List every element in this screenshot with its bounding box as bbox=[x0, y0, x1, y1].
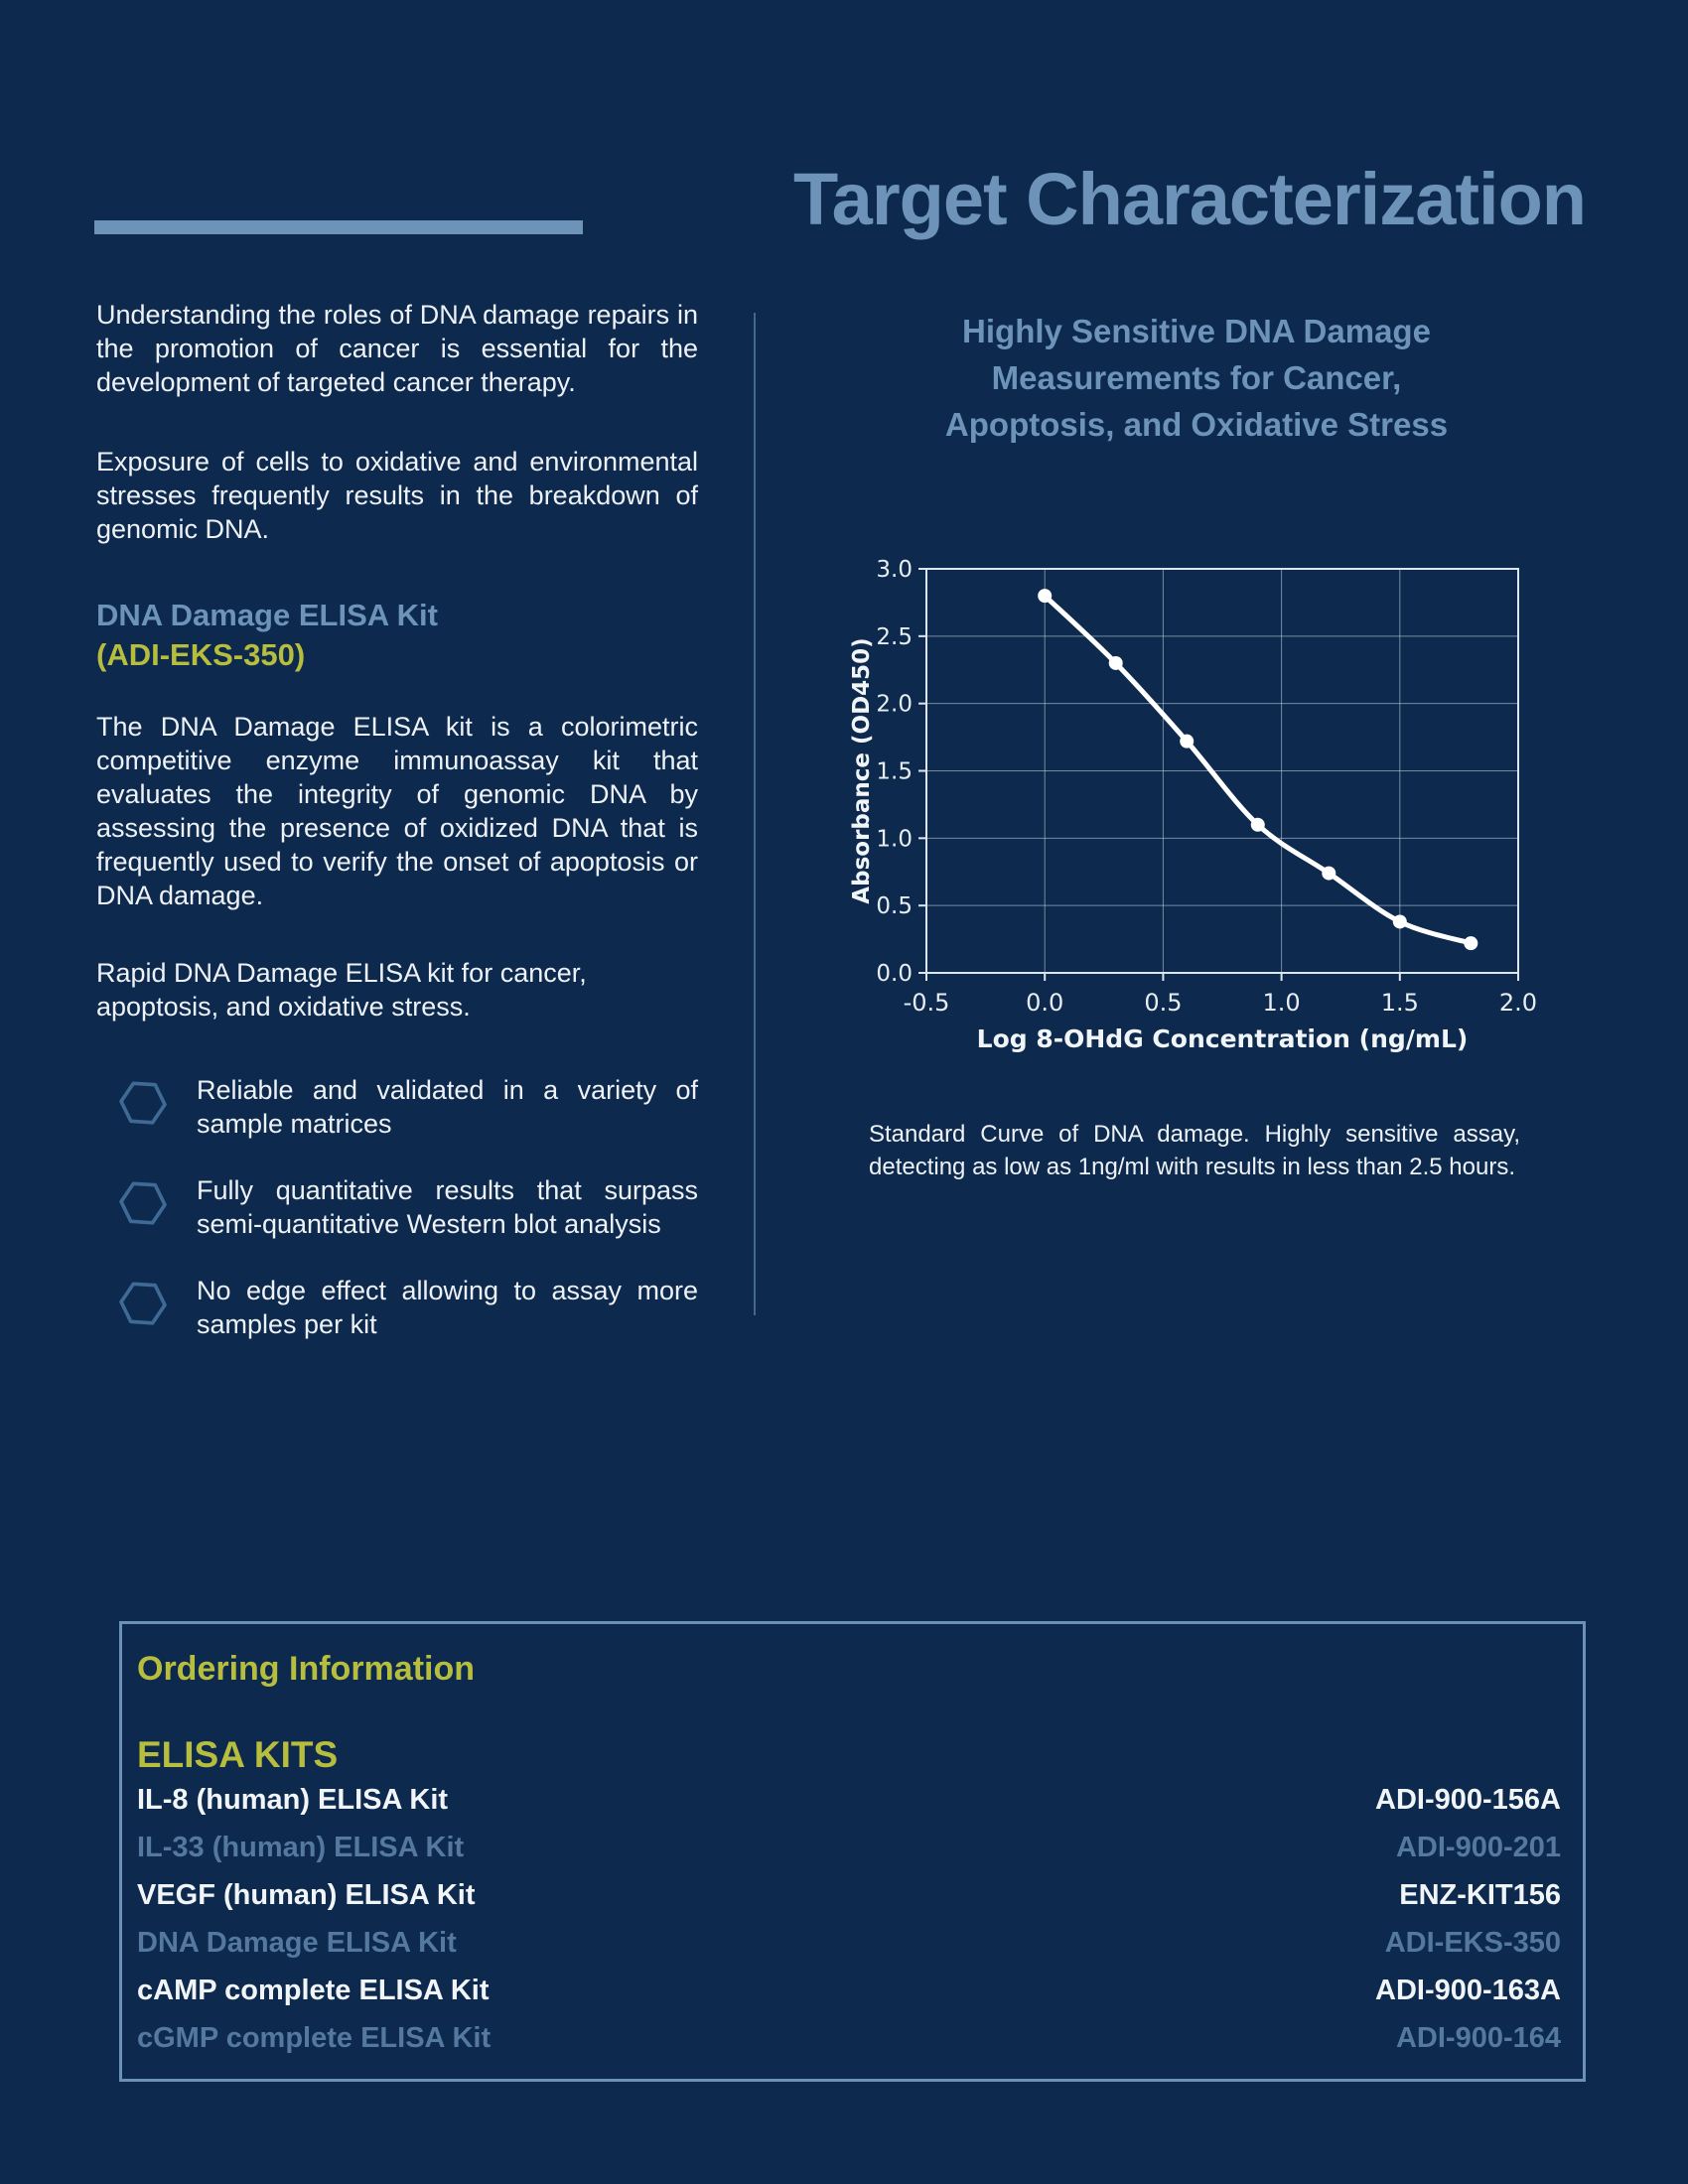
table-row bbox=[137, 2022, 1561, 2070]
rapid-kit-paragraph: Rapid DNA Damage ELISA kit for cancer, apoptosis, and oxidative stress. bbox=[96, 958, 587, 1022]
svg-text:0.5: 0.5 bbox=[876, 893, 913, 920]
heading-line: Apoptosis, and Oxidative Stress bbox=[944, 406, 1449, 443]
kit-name: DNA Damage ELISA Kit bbox=[137, 1927, 457, 1959]
kit-name: cGMP complete ELISA Kit bbox=[137, 2022, 492, 2054]
table-row bbox=[137, 1927, 1561, 1975]
list-item bbox=[96, 1073, 698, 1141]
intro-paragraph-2: Exposure of cells to oxidative and environmental stresses frequently results in the breakdown of genomic DNA. bbox=[96, 447, 698, 544]
page-title: Target Characterization bbox=[792, 158, 1586, 240]
heading-line: Measurements for Cancer, bbox=[991, 359, 1402, 396]
hexagon-bullet-icon bbox=[117, 1276, 169, 1331]
kit-name: cAMP complete ELISA Kit bbox=[137, 1975, 490, 2006]
svg-text:2.0: 2.0 bbox=[876, 691, 913, 718]
svg-text:1.0: 1.0 bbox=[876, 826, 913, 853]
svg-text:0.0: 0.0 bbox=[876, 961, 913, 987]
chart-caption: Standard Curve of DNA damage. Highly sensitive assay, detecting as low as 1ng/ml with results in less than 2.5 hours. bbox=[869, 1121, 1520, 1180]
right-column-heading bbox=[794, 308, 1599, 448]
catalog-number: ENZ-KIT156 bbox=[1399, 1879, 1561, 1911]
kit-name: IL-8 (human) ELISA Kit bbox=[137, 1784, 449, 1816]
left-column bbox=[96, 298, 698, 1374]
svg-text:Log 8-OHdG Concentration (ng/m: Log 8-OHdG Concentration (ng/mL) bbox=[976, 1024, 1469, 1053]
standard-curve-chart bbox=[849, 531, 1544, 1062]
intro-paragraph-1: Understanding the roles of DNA damage repairs in the promotion of cancer is essential for the development of targeted cancer therapy. bbox=[96, 300, 698, 397]
svg-text:0.5: 0.5 bbox=[1144, 989, 1183, 1017]
bullet-text: Reliable and validated in a variety of sample matrices bbox=[197, 1075, 698, 1139]
svg-text:Absorbance (OD450): Absorbance (OD450) bbox=[849, 637, 875, 904]
catalog-number: ADI-900-163A bbox=[1375, 1975, 1561, 2006]
svg-text:0.0: 0.0 bbox=[1026, 989, 1064, 1017]
kit-name: VEGF (human) ELISA Kit bbox=[137, 1879, 476, 1911]
table-row bbox=[137, 1879, 1561, 1927]
catalog-number: ADI-EKS-350 bbox=[1384, 1927, 1561, 1959]
kit-heading: DNA Damage ELISA Kit bbox=[96, 598, 438, 632]
kit-code: (ADI-EKS-350) bbox=[96, 637, 306, 672]
column-divider bbox=[754, 313, 756, 1315]
bullet-text: Fully quantitative results that surpass semi-quantitative Western blot analysis bbox=[197, 1175, 698, 1239]
list-item bbox=[96, 1173, 698, 1241]
list-item bbox=[96, 1274, 698, 1341]
heading-line: Highly Sensitive DNA Damage bbox=[962, 313, 1431, 349]
ordering-information-box bbox=[119, 1621, 1586, 2082]
svg-text:1.5: 1.5 bbox=[1380, 989, 1419, 1017]
svg-text:3.0: 3.0 bbox=[876, 557, 913, 583]
table-row bbox=[137, 1784, 1561, 1832]
hexagon-bullet-icon bbox=[117, 1175, 169, 1231]
table-row bbox=[137, 1975, 1561, 2022]
table-row bbox=[137, 1832, 1561, 1879]
svg-text:2.0: 2.0 bbox=[1498, 989, 1538, 1017]
catalog-number: ADI-900-164 bbox=[1395, 2022, 1561, 2054]
svg-text:1.0: 1.0 bbox=[1262, 989, 1301, 1017]
hexagon-bullet-icon bbox=[117, 1075, 169, 1131]
elisa-kits-subheading: ELISA KITS bbox=[137, 1734, 339, 1775]
bullet-text: No edge effect allowing to assay more samples per kit bbox=[197, 1276, 698, 1339]
svg-text:1.5: 1.5 bbox=[876, 758, 913, 785]
ordering-heading: Ordering Information bbox=[137, 1650, 475, 1688]
bullet-list bbox=[96, 1073, 698, 1341]
kit-description-paragraph: The DNA Damage ELISA kit is a colorimetric competitive enzyme immunoassay kit that evaluates the integrity of genomic DNA by assessing the presence of oxidized DNA that is frequently used to verify the onset of apoptosis or DNA damage. bbox=[96, 712, 698, 910]
catalog-number: ADI-900-201 bbox=[1395, 1832, 1561, 1863]
kit-name: IL-33 (human) ELISA Kit bbox=[137, 1832, 465, 1863]
svg-text:-0.5: -0.5 bbox=[903, 989, 950, 1017]
catalog-number: ADI-900-156A bbox=[1375, 1784, 1561, 1816]
svg-text:2.5: 2.5 bbox=[876, 623, 913, 650]
chart-svg bbox=[849, 531, 1544, 1062]
